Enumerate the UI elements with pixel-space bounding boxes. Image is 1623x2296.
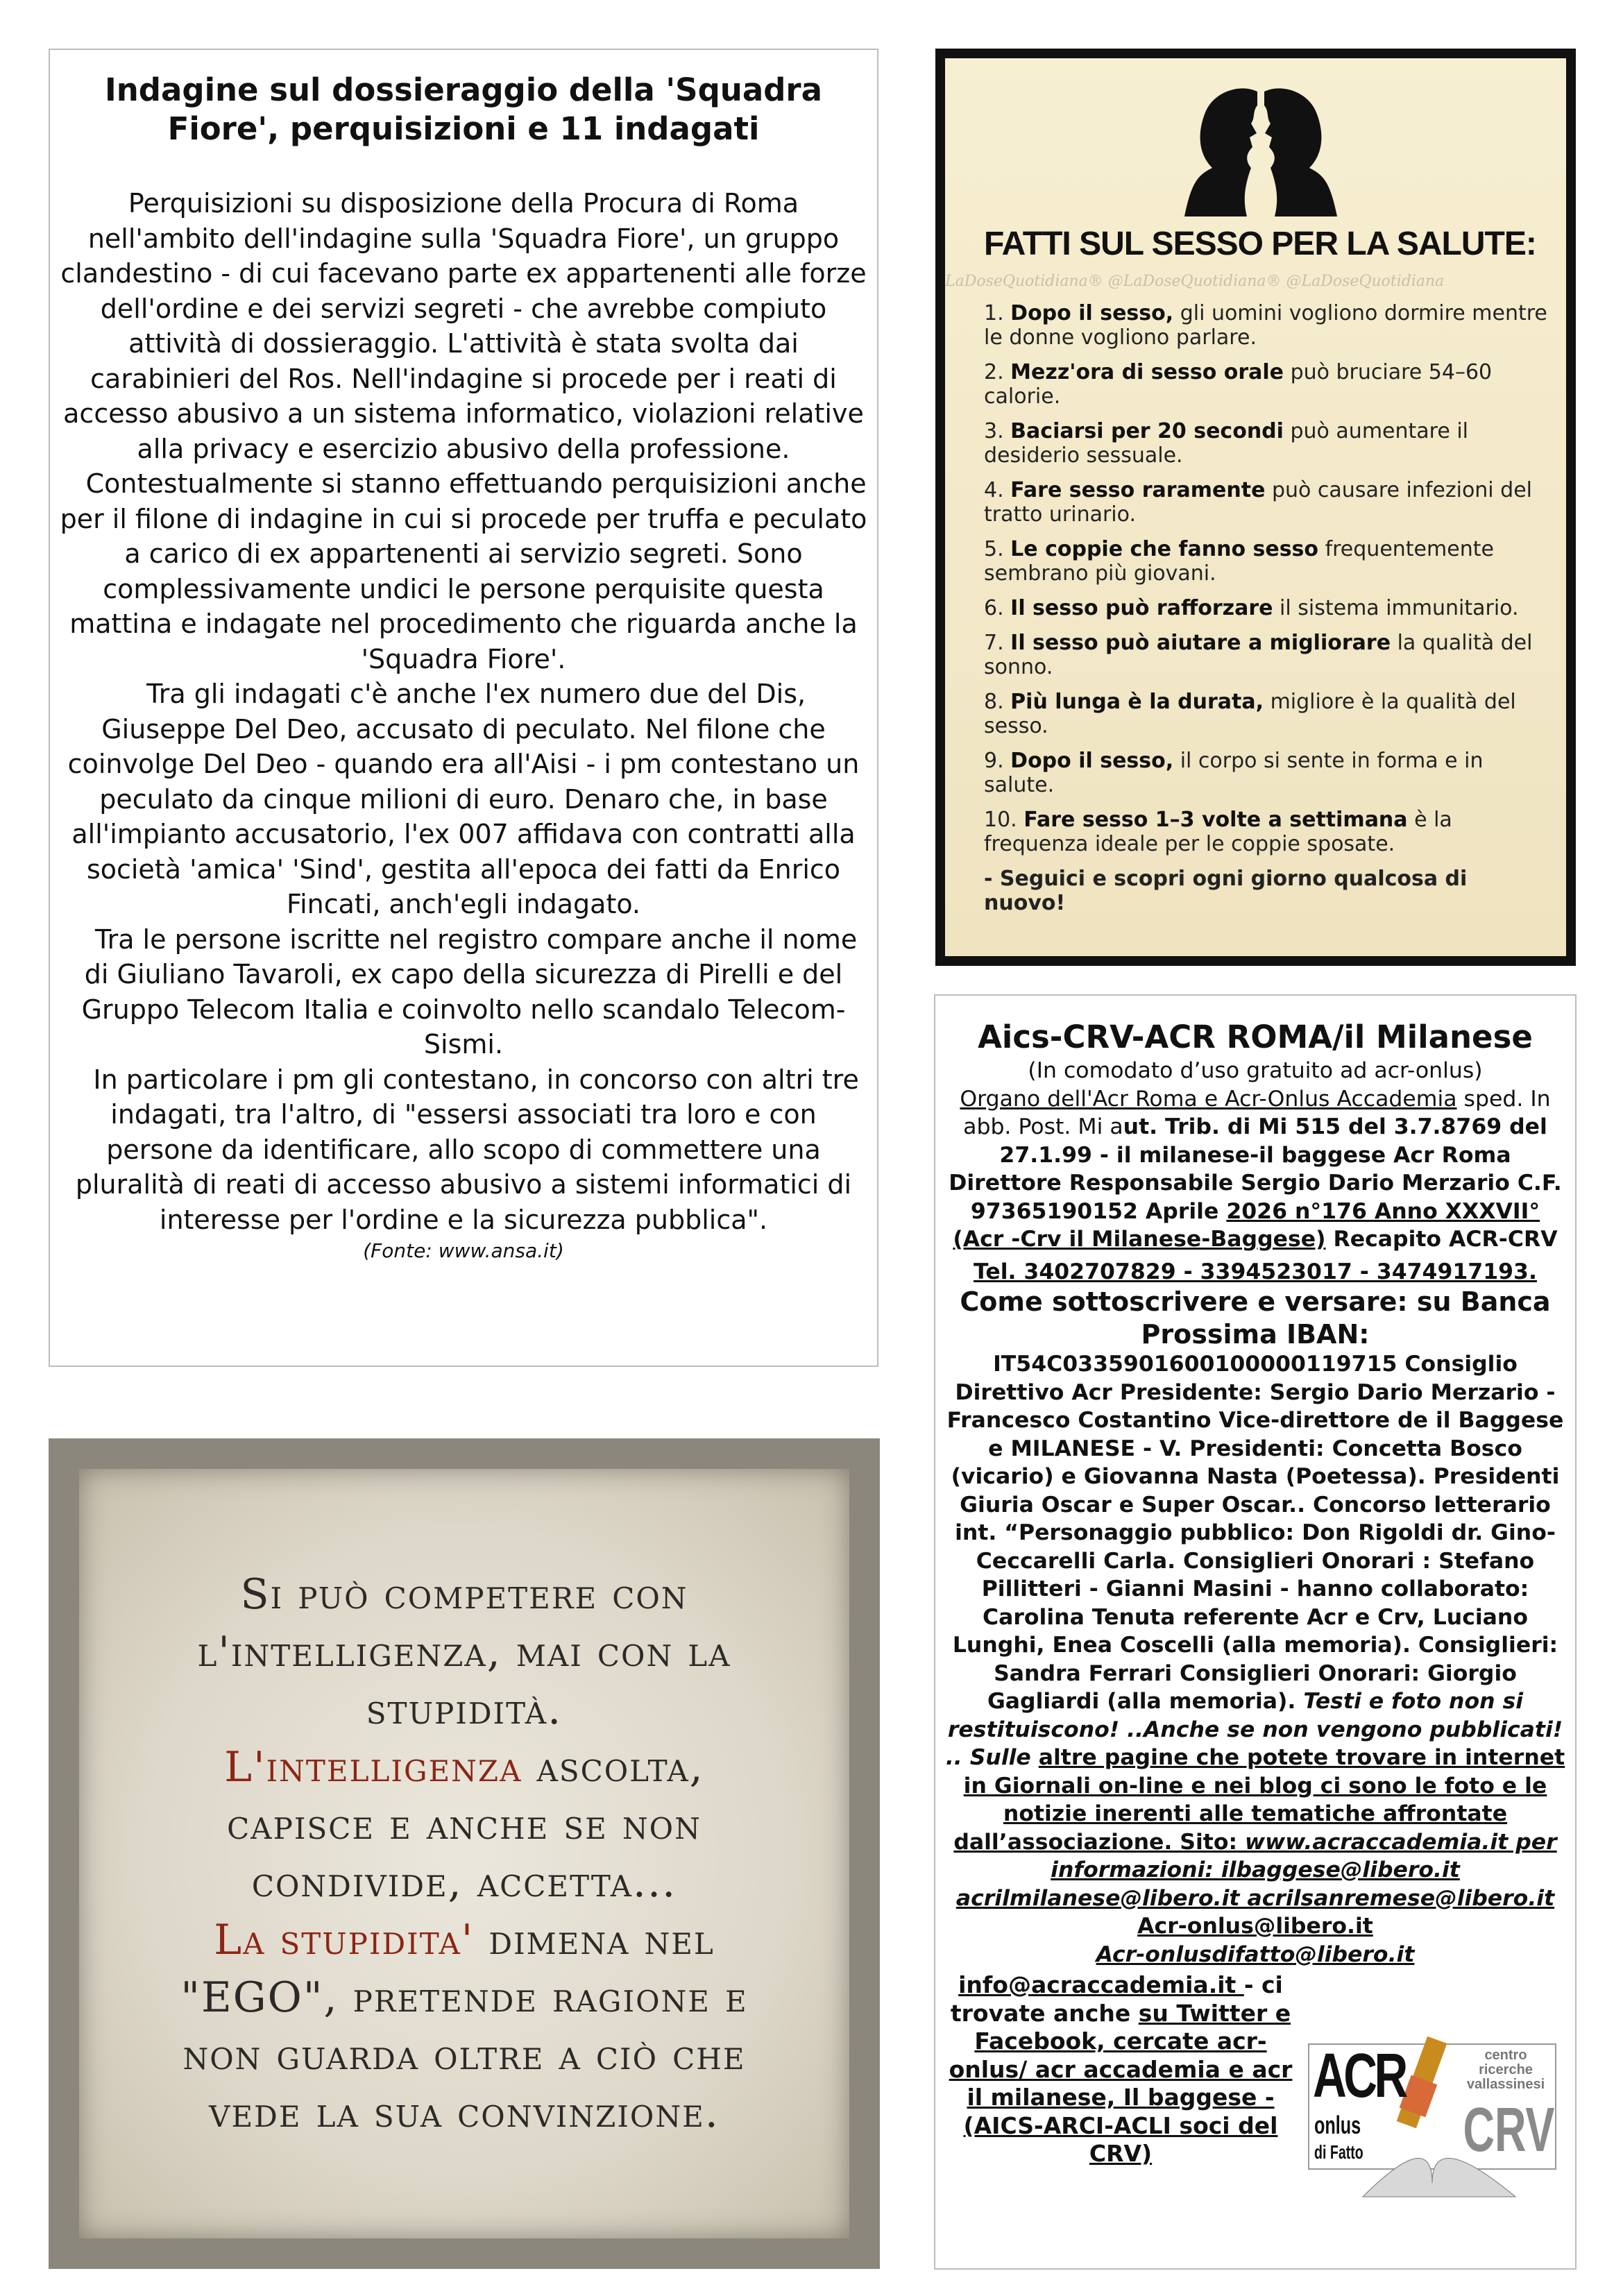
article-paragraph: Perquisizioni su disposizione della Procura di Roma nell'ambito dell'indagine sulla 'Squadra Fiore', un gruppo clandestino - di cui facevano parte ex appartenenti alle forze dell'ordine e dei servizi segreti - che avrebbe compiuto attività di dossieraggio. L'attività è stata svolta dai carabinieri del Ros. Nell'indagine si procede per i reati di accesso abusivo a un sistema informatico, violazioni relative alla privacy e esercizio abusivo della professione.	[60, 188, 867, 464]
fact-item: 1. Dopo il sesso, gli uomini vogliono dormire mentre le donne vogliono parlare.	[984, 301, 1547, 350]
article-paragraph: In particolare i pm gli contestano, in concorso con altri tre indagati, tra l'altro, di "essersi associati tra loro e con persone da identificare, allo scopo di commettere una pluralità di reati di accesso abusivo a sistemi informatici di interesse per l'ordine e la sicurezza pubblica".	[68, 1064, 859, 1235]
quote-line: capisce e anche se non	[227, 1800, 702, 1849]
fact-item: 5. Le coppie che fanno sesso frequentemente sembrano più giovani.	[984, 537, 1494, 586]
masthead-title: Aics-CRV-ACR ROMA/il Milanese	[978, 1019, 1533, 1055]
logo-centro: centro ricerche vallassinesi	[1466, 2048, 1545, 2092]
quote-line: stupidità.	[366, 1685, 563, 1734]
watermark: LaDoseQuotidiana® @LaDoseQuotidiana® @LaDoseQuotidiana	[945, 273, 1445, 290]
infographic-image	[935, 49, 1576, 966]
quote-line: vede la sua convinzione.	[209, 2088, 720, 2137]
article-title: Indagine sul dossieraggio della 'Squadra Fiore', perquisizioni e 11 indagati	[105, 71, 822, 147]
fact-item: 8. Più lunga è la durata, migliore è la qualità del sesso.	[984, 690, 1516, 738]
email-link[interactable]: Acr-onlusdifatto@libero.it	[1096, 1941, 1415, 1967]
article-paragraph: Tra le persone iscritte nel registro compare anche il nome di Giuliano Tavaroli, ex capo della sicurezza di Pirelli e del Gruppo Telecom Italia e coinvolto nello scandalo Telecom-Sismi.	[69, 924, 858, 1060]
phone-link[interactable]: Tel. 3402707829 - 3394523017 - 3474917193.	[974, 1259, 1537, 1284]
article-box	[49, 49, 878, 1367]
quote-line: l'intelligenza, mai con la	[197, 1627, 731, 1676]
quote-line: La stupidita' dimena nel	[214, 1915, 715, 1964]
masthead-box	[934, 994, 1577, 2270]
quote-line: L'intelligenza ascolta,	[224, 1742, 704, 1792]
infographic-title: FATTI SUL SESSO PER LA SALUTE:	[984, 226, 1536, 262]
fact-item: 9. Dopo il sesso, il corpo si sente in forma e in salute.	[984, 749, 1484, 797]
article-paragraph: Contestualmente si stanno effettuando perquisizioni anche per il filone di indagine in cui si procede per truffa e peculato a carico di ex appartenenti ai servizio segreti. Sono complessivamente undici le persone perquisite questa mattina e indagate nel procedimento che riguarda anche la 'Squadra Fiore'.	[60, 468, 867, 674]
fact-item: 7. Il sesso può aiutare a migliorare la qualità del sonno.	[984, 631, 1533, 679]
email-link[interactable]: Acr-onlus@libero.it	[1137, 1914, 1373, 1939]
logo-crv: CRV	[1463, 2095, 1554, 2165]
logo-difatto: di Fatto	[1314, 2141, 1363, 2163]
quote-image	[49, 1438, 880, 2269]
acr-crv-logo	[1307, 2023, 1557, 2204]
fact-item: 2. Mezz'ora di sesso orale può bruciare 54–60 calorie.	[984, 360, 1493, 409]
logo-onlus: onlus	[1314, 2111, 1361, 2139]
social-text: info@acraccademia.it - ci trovate anche su Twitter e Facebook, cercate acr-onlus/ acr accademia e acr il milanese, Il baggese - (AICS-ARCI-ACLI soci del CRV)	[949, 1971, 1293, 2167]
facts-list	[984, 301, 1553, 926]
quote-line: Si può competere con	[240, 1570, 688, 1619]
article-source: (Fonte: www.ansa.it)	[363, 1239, 564, 1262]
fact-item: 4. Fare sesso raramente può causare infezioni del tratto urinario.	[984, 478, 1533, 527]
quote-line: non guarda oltre a ciò che	[182, 2030, 746, 2080]
site-email-links[interactable]: www.acraccademia.it per informazioni: ilbaggese@libero.it acrilmilanese@libero.it acrilsanremese@libero.it	[955, 1829, 1557, 1911]
email-link[interactable]: info@acraccademia.it	[958, 1971, 1244, 1998]
logo-acr: ACR	[1313, 2041, 1405, 2111]
masthead-text: (In comodato d’uso gratuito ad acr-onlus) Organo dell'Acr Roma e Acr-Onlus Accademia sped. In abb. Post. Mi aut. Trib. di Mi 515 del 3.7.8769 del 27.1.99 - il milanese-il baggese Acr Roma Direttore Responsabile Sergio Dario Merzario C.F. 97365190152 Aprile 2026 n°176 Anno XXXVII° (Acr -Crv il Milanese-Baggese) Recapito ACR-CRV Tel. 3402707829 - 3394523017 - 3474917193. Come sottoscrivere e versare: su Banca Prossima IBAN: IT54C0335901600100000119715 Consiglio Direttivo Acr Presidente: Sergio Dario Merzario - Francesco Costantino Vice-direttore de il Baggese e MILANESE - V. Presidenti: Concetta Bosco (vicario) e Giovanna Nasta (Poetessa). Presidenti Giuria Oscar e Super Oscar.. Concorso letterario int. “Personaggio pubblico: Don Rigoldi dr. Gino- Ceccarelli Carla. Consiglieri Onorari : Stefano Pillitteri - Gianni Masini - hanno collaborato: Carolina Tenuta referente Acr e Crv, Luciano Lunghi, Enea Coscelli (alla memoria). Consiglieri: Sandra Ferrari Consiglieri Onorari: Giorgio Gagliardi (alla memoria). Testi e foto non si restituiscono! ..Anche se non vengono pubblicati! .. Sulle altre pagine che potete trovare in internet in Giornali on-line e nei blog ci sono le foto e le notizie inerenti alle tematiche affrontate dall’associazione. Sito: www.acraccademia.it per informazioni: ilbaggese@libero.it acrilmilanese@libero.it acrilsanremese@libero.it Acr-onlus@libero.it Acr-onlusdifatto@libero.it	[945, 1058, 1565, 1967]
article-paragraph: Tra gli indagati c'è anche l'ex numero due del Dis, Giuseppe Del Deo, accusato di peculato. Nel filone che coinvolge Del Deo - quando era all'Aisi - i pm contestano un peculato da cinque milioni di euro. Denaro che, in base all'impianto accusatorio, l'ex 007 affidava con contratti alla società 'amica' 'Sind', gestita all'epoca dei fatti da Enrico Fincati, anch'egli indagato.	[67, 679, 860, 919]
quote-line: "EGO", pretende ragione e	[180, 1973, 748, 2022]
follow-note: - Seguici e scopri ogni giorno qualcosa di nuovo!	[984, 867, 1468, 915]
silhouette-icon	[1171, 78, 1351, 216]
fact-item: 6. Il sesso può rafforzare il sistema immunitario.	[984, 596, 1519, 620]
quote-line: condivide, accetta...	[251, 1857, 677, 1907]
fact-item: 3. Baciarsi per 20 secondi può aumentare il desiderio sessuale.	[984, 419, 1468, 468]
fact-item: 10. Fare sesso 1–3 volte a settimana è la frequenza ideale per le coppie sposate.	[984, 808, 1452, 856]
